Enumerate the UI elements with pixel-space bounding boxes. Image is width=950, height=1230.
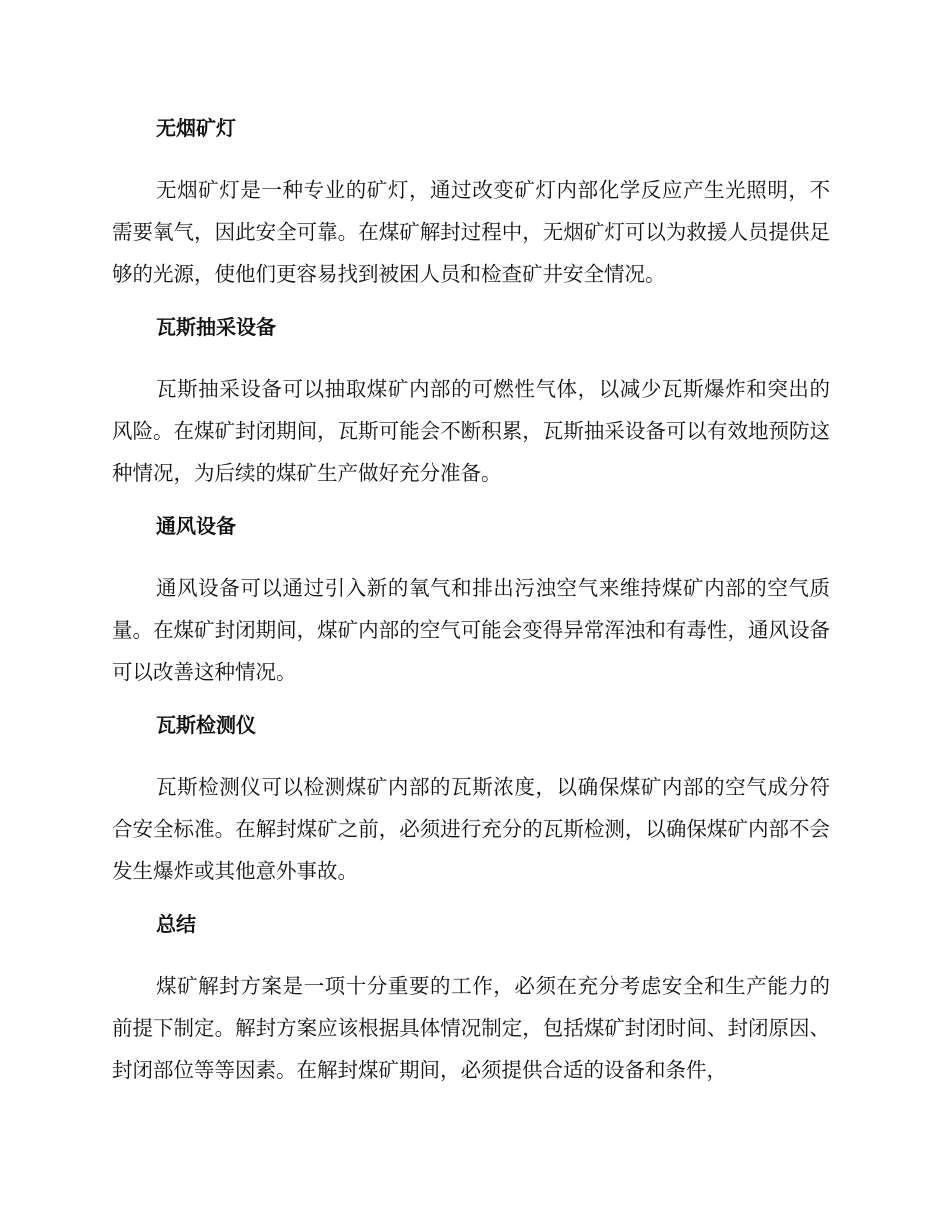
section-ventilation: [112, 506, 830, 693]
section-smokeless-lamp: [112, 108, 830, 295]
section-paragraph: 通风设备可以通过引入新的氧气和排出污浊空气来维持煤矿内部的空气质量。在煤矿封闭期间，煤矿内部的空气可能会变得异常浑浊和有毒性，通风设备可以改善这种情况。: [112, 576, 830, 684]
section-summary: [112, 904, 830, 1091]
section-heading: 无烟矿灯: [156, 116, 236, 140]
section-paragraph: 无烟矿灯是一种专业的矿灯，通过改变矿灯内部化学反应产生光照明，不需要氧气，因此安全可靠。在煤矿解封过程中，无烟矿灯可以为救援人员提供足够的光源，使他们更容易找到被困人员和检查矿井安全情况。: [112, 178, 830, 286]
section-heading: 总结: [156, 912, 196, 936]
section-paragraph: 瓦斯抽采设备可以抽取煤矿内部的可燃性气体，以减少瓦斯爆炸和突出的风险。在煤矿封闭期间，瓦斯可能会不断积累，瓦斯抽采设备可以有效地预防这种情况，为后续的煤矿生产做好充分准备。: [112, 377, 830, 485]
section-gas-detector: [112, 705, 830, 892]
section-paragraph: 煤矿解封方案是一项十分重要的工作，必须在充分考虑安全和生产能力的前提下制定。解封方案应该根据具体情况制定，包括煤矿封闭时间、封闭原因、封闭部位等等因素。在解封煤矿期间，必须提供合适的设备和条件，: [112, 974, 830, 1082]
section-heading: 瓦斯抽采设备: [156, 315, 276, 339]
section-gas-extraction: [112, 307, 830, 494]
section-heading: 通风设备: [156, 514, 236, 538]
section-heading: 瓦斯检测仪: [156, 713, 256, 737]
section-paragraph: 瓦斯检测仪可以检测煤矿内部的瓦斯浓度，以确保煤矿内部的空气成分符合安全标准。在解封煤矿之前，必须进行充分的瓦斯检测，以确保煤矿内部不会发生爆炸或其他意外事故。: [112, 775, 830, 883]
